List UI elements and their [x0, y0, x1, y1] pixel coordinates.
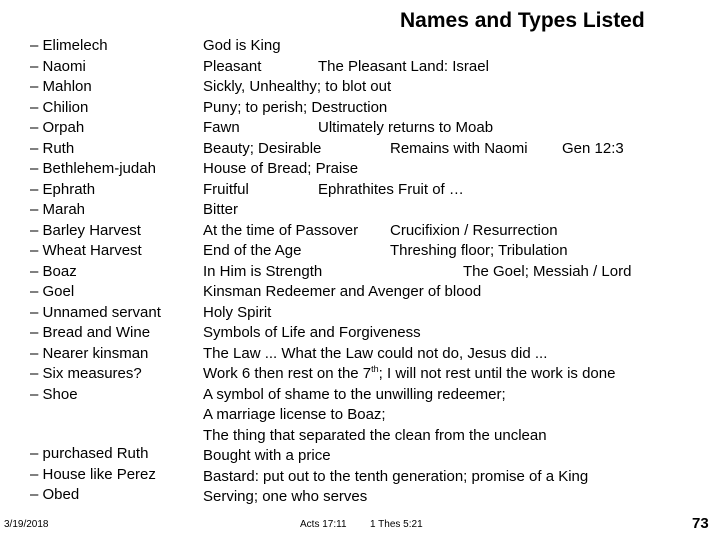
meaning-row — [203, 139, 713, 160]
type-text: Remains with Naomi — [390, 139, 528, 157]
meaning-text: Symbols of Life and Forgiveness — [203, 324, 421, 341]
meaning-text: End of the Age — [203, 242, 302, 259]
type-text: Ultimately returns to Moab — [318, 119, 494, 136]
meaning-row — [203, 77, 713, 98]
meaning-row — [203, 118, 713, 139]
meaning-row — [203, 180, 713, 201]
meaning-row — [203, 323, 713, 344]
name-item: – Nearer kinsman — [30, 344, 149, 362]
meaning-row — [203, 36, 713, 57]
meaning-row — [203, 200, 713, 221]
meaning-row — [203, 426, 713, 447]
meaning-row — [203, 262, 713, 283]
name-item: – Orpah — [30, 119, 85, 136]
meaning-row — [203, 405, 713, 426]
meaning-text: Holy Spirit — [203, 303, 272, 321]
meaning-text: Pleasant — [203, 57, 262, 75]
type-text: Threshing floor; Tribulation — [390, 242, 568, 259]
type-text: The Pleasant Land: Israel — [318, 57, 489, 75]
meaning-text: Work 6 then rest on the 7 — [203, 365, 372, 382]
meaning-row — [203, 159, 713, 180]
name-item: – Unnamed servant — [30, 303, 161, 321]
meaning-row — [203, 303, 713, 324]
name-item: – Boaz — [30, 262, 77, 280]
meaning-row — [203, 467, 713, 488]
meaning-text: Kinsman Redeemer and Avenger of blood — [203, 283, 482, 300]
names-list — [30, 36, 161, 405]
name-extra-item: – purchased Ruth — [30, 445, 149, 462]
name-item: – Bethlehem-judah — [30, 160, 156, 177]
meaning-text: Bought with a price — [203, 447, 331, 464]
meaning-text: Bitter — [203, 201, 239, 218]
meaning-row — [203, 344, 713, 365]
meaning-text: God is King — [203, 37, 281, 54]
meaning-row — [203, 282, 713, 303]
meaning-row — [203, 364, 713, 385]
meaning-text: Sickly, Unhealthy; to blot out — [203, 78, 392, 95]
name-item: – Ruth — [30, 139, 75, 157]
meaning-text: Beauty; Desirable — [203, 139, 322, 157]
meaning-text: Puny; to perish; Destruction — [203, 98, 388, 116]
meaning-text: The Law ... What the Law could not do, Jesus did ... — [203, 344, 548, 362]
meaning-text: Serving; one who serves — [203, 488, 368, 505]
name-item: – Ephrath — [30, 180, 96, 198]
meaning-text: Fruitful — [203, 180, 249, 198]
type-text: Ephrathites Fruit of … — [318, 180, 464, 198]
meaning-row — [203, 446, 713, 467]
meaning-text: At the time of Passover — [203, 221, 359, 239]
meaning-text: In Him is Strength — [203, 262, 323, 280]
names-extra-list — [30, 444, 156, 506]
name-item: – Bread and Wine — [30, 324, 151, 341]
name-item: – Shoe — [30, 385, 78, 403]
type-text: The Goel; Messiah / Lord — [463, 262, 632, 280]
name-item: – Wheat Harvest — [30, 242, 142, 259]
meaning-text: House of Bread; Praise — [203, 160, 359, 177]
meaning-text: A marriage license to Boaz; — [203, 406, 386, 423]
name-item: – Barley Harvest — [30, 221, 141, 239]
meaning-row — [203, 221, 713, 242]
footer-date: 3/19/2018 — [4, 519, 49, 530]
meaning-row — [203, 385, 713, 406]
footer-scripture-ref: Acts 17:11 — [300, 519, 347, 530]
meaning-text: The thing that separated the clean from the unclean — [203, 426, 547, 444]
name-item: – Marah — [30, 201, 86, 218]
name-item: – Naomi — [30, 57, 86, 75]
name-item: – Chilion — [30, 98, 89, 116]
name-extra-item: – House like Perez — [30, 465, 156, 483]
meaning-text-cont: ; I will not rest until the work is done — [378, 365, 616, 382]
scripture-ref: Gen 12:3 — [562, 139, 624, 157]
page-title: Names and Types Listed — [400, 9, 645, 32]
meaning-row — [203, 57, 713, 78]
meaning-text: Fawn — [203, 119, 240, 136]
name-extra-item: – Obed — [30, 486, 80, 503]
name-item: – Mahlon — [30, 78, 92, 95]
type-text: Crucifixion / Resurrection — [390, 221, 558, 239]
meaning-row — [203, 241, 713, 262]
page-number: 73 — [692, 515, 709, 532]
meaning-row — [203, 487, 713, 508]
footer-scripture-ref: 1 Thes 5:21 — [370, 519, 423, 530]
name-item: – Elimelech — [30, 37, 108, 54]
meaning-row — [203, 98, 713, 119]
meanings-list — [203, 36, 713, 508]
ordinal-suffix: th — [371, 364, 379, 374]
name-item: – Six measures? — [30, 365, 142, 382]
meaning-text: A symbol of shame to the unwilling redeemer; — [203, 385, 506, 403]
meaning-text: Bastard: put out to the tenth generation; promise of a King — [203, 467, 589, 485]
name-item: – Goel — [30, 283, 75, 300]
